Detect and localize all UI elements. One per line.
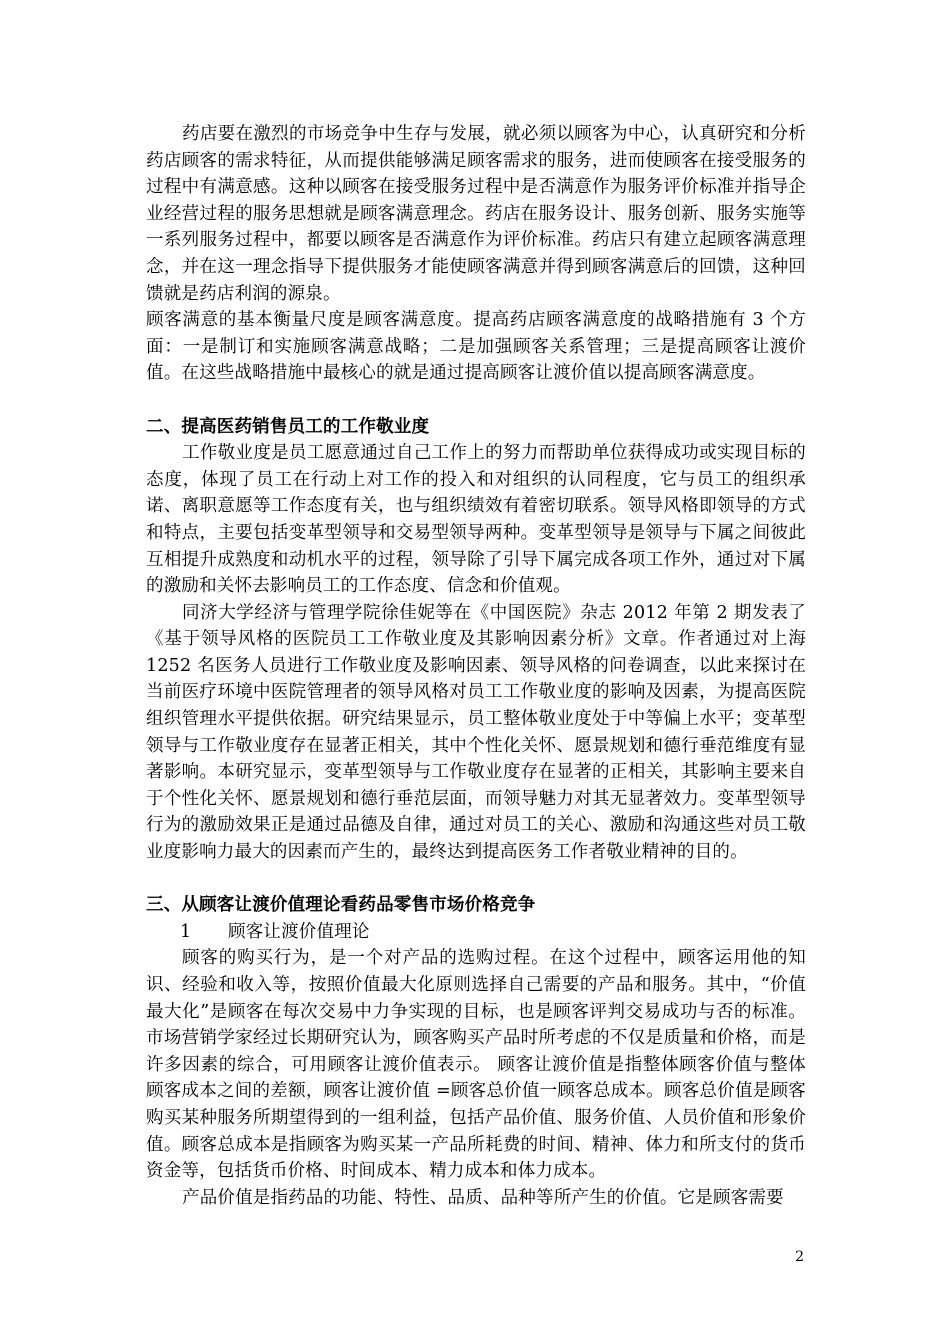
section-heading-two: 二、提高医药销售员工的工作敬业度	[146, 416, 430, 437]
page-body	[146, 121, 806, 1211]
paragraph-satisfaction-measure: 顾客满意的基本衡量尺度是顾客满意度。提高药店顾客满意度的战略措施有 3 个方面：一是制订和实施顾客满意战略；二是加强顾客关系管理；三是提高顾客让渡价值。在这些战略措施中最核心的就是通过提高顾客让渡价值以提高顾客满意度。	[146, 310, 806, 384]
paragraph-work-engagement: 工作敬业度是员工愿意通过自己工作上的努力而帮助单位获得成功或实现目标的态度，体现了员工在行动上对工作的投入和对组织的认同程度，它与员工的组织承诺、离职意愿等工作态度有关，也与组织绩效有着密切联系。领导风格即领导的方式和特点，主要包括变革型领导和交易型领导两种。变革型领导是领导与下属之间彼此互相提升成熟度和动机水平的过程，领导除了引导下属完成各项工作外，通过对下属的激励和关怀去影响员工的工作态度、信念和价值观。	[146, 443, 806, 597]
subsection-number: 1	[180, 921, 192, 942]
subsection-title: 顾客让渡价值理论	[228, 921, 370, 942]
paragraph-product-value: 产品价值是指药品的功能、特性、品质、品种等所产生的价值。它是顾客需要	[182, 1187, 784, 1208]
paragraph-customer-satisfaction-concept: 药店要在激烈的市场竞争中生存与发展，就必须以顾客为中心，认真研究和分析药店顾客的需求特征，从而提供能够满足顾客需求的服务，进而使顾客在接受服务的过程中有满意感。这种以顾客在接受服务过程中是否满意作为服务评价标准并指导企业经营过程的服务思想就是顾客满意理念。药店在服务设计、服务创新、服务实施等一系列服务过程中，都要以顾客是否满意作为评价标准。药店只有建立起顾客满意理念，并在这一理念指导下提供服务才能使顾客满意并得到顾客满意后的回馈，这种回馈就是药店利润的源泉。	[146, 124, 806, 304]
subsection-heading	[146, 919, 806, 946]
paragraph-customer-delivered-value: 顾客的购买行为，是一个对产品的选购过程。在这个过程中，顾客运用他的知识、经验和收入等，按照价值最大化原则选择自己需要的产品和服务。其中，“价值最大化”是顾客在每次交易中力争实现的目标，也是顾客评判交易成功与否的标准。市场营销学家经过长期研究认为，顾客购买产品时所考虑的不仅是质量和价格，而是许多因素的综合，可用顾客让渡价值表示。 顾客让渡价值是指整体顾客价值与整体顾客成本之间的差额，顾客让渡价值 =顾客总价值一顾客总成本。顾客总价值是顾客购买某种服务所期望得到的一组利益，包括产品价值、服务价值、人员价值和形象价值。顾客总成本是指顾客为购买某一产品所耗费的时间、精神、体力和所支付的货币资金等，包括货币价格、时间成本、精力成本和体力成本。	[146, 948, 806, 1182]
paragraph-tongji-study: 同济大学经济与管理学院徐佳妮等在《中国医院》杂志 2012 年第 2 期发表了《基于领导风格的医院员工工作敬业度及其影响因素分析》文章。作者通过对上海 1252 名医务人员进行工作敬业度及影响因素、领导风格的问卷调查，以此来探讨在当前医疗环境中医院管理者的领导风格对员工工作敬业度的影响及因素，为提高医院组织管理水平提供依据。研究结果显示，员工整体敬业度处于中等偏上水平；变革型领导与工作敬业度存在显著正相关，其中个性化关怀、愿景规划和德行垂范维度有显著影响。本研究显示，变革型领导与工作敬业度存在显著的正相关，其影响主要来自于个性化关怀、愿景规划和德行垂范层面，而领导魅力对其无显著效力。变革型领导行为的激励效果正是通过品德及自律，通过对员工的关心、激励和沟通这些对员工敬业度影响力最大的因素而产生的，最终达到提高医务工作者敬业精神的目的。	[146, 602, 806, 863]
section-heading-three: 三、从顾客让渡价值理论看药品零售市场价格竞争	[146, 895, 536, 916]
page-number: 2	[795, 1249, 804, 1265]
paragraph-spacer	[146, 387, 806, 414]
paragraph-spacer	[146, 866, 806, 893]
